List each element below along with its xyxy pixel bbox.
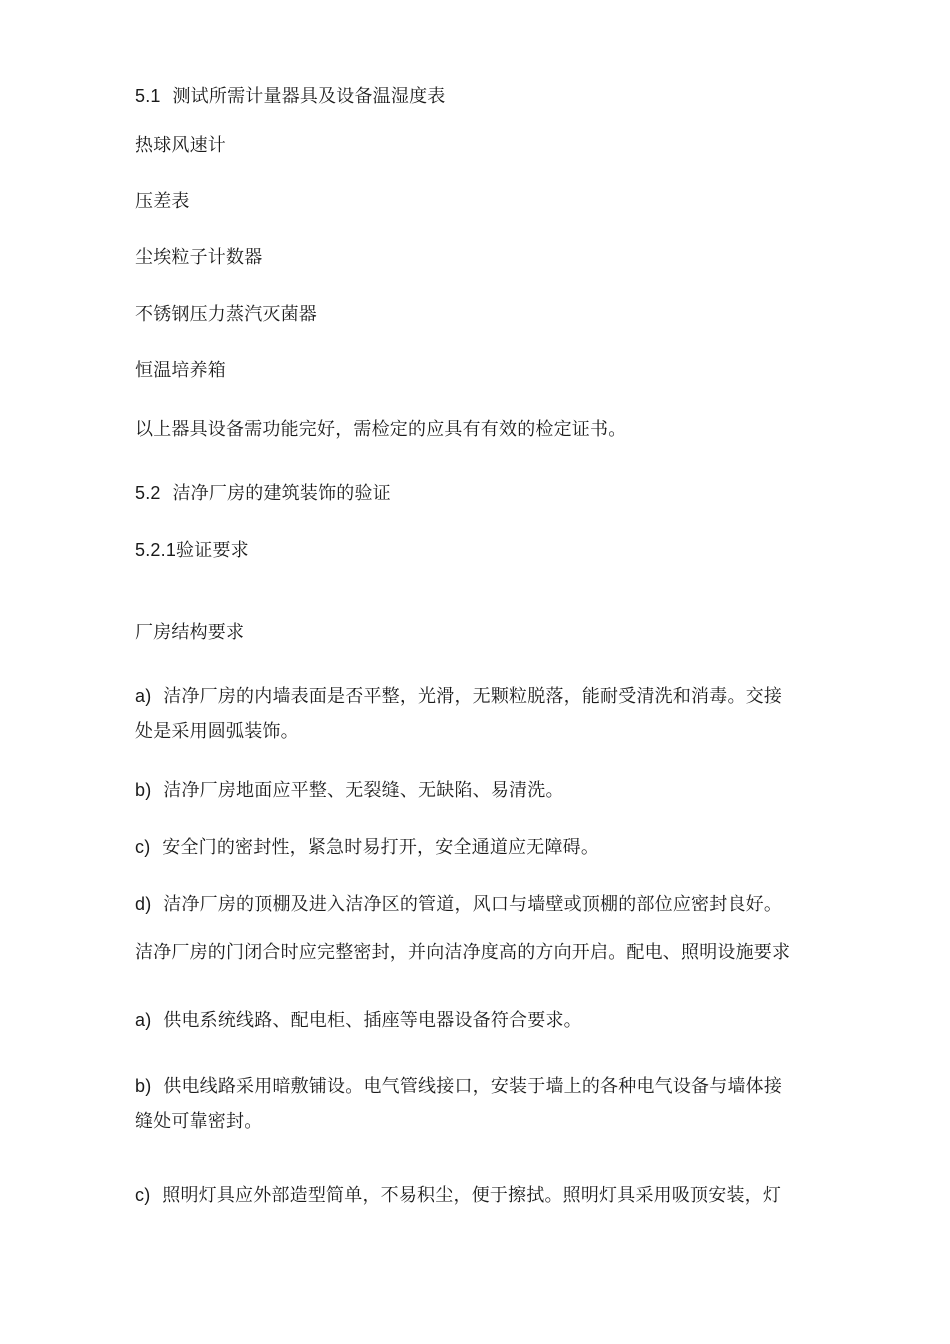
item-text: 照明灯具应外部造型简单，不易积尘，便于擦拭。照明灯具采用吸顶安装，灯 [162, 1185, 782, 1206]
item-text: 供电系统线路、配电柜、插座等电器设备符合要求。 [163, 1010, 582, 1031]
item-text: 安全门的密封性，紧急时易打开，安全通道应无障碍。 [162, 837, 600, 858]
item-label: b) [135, 1076, 152, 1096]
instrument-item: 恒温培养箱 [135, 360, 226, 381]
item-label: d) [135, 894, 152, 914]
item-text: 洁净厂房的内墙表面是否平整，光滑，无颗粒脱落，能耐受清洗和消毒。交接 [163, 686, 783, 707]
section-5-2-1-heading [135, 538, 249, 563]
section-number: 5.2 [135, 483, 161, 503]
power-item-c [135, 1183, 781, 1208]
section-5-1-heading [135, 84, 445, 109]
item-label: b) [135, 780, 152, 800]
item-label: a) [135, 686, 152, 706]
instrument-item: 热球风速计 [135, 135, 226, 156]
power-item-b-continued: 缝处可靠密封。 [135, 1111, 263, 1132]
door-and-power-line: 洁净厂房的门闭合时应完整密封，并向洁净度高的方向开启。配电、照明设施要求 [135, 942, 791, 963]
instrument-item: 尘埃粒子计数器 [135, 247, 263, 268]
power-item-a [135, 1008, 582, 1033]
item-label: a) [135, 1010, 152, 1030]
structure-item-a [135, 684, 782, 709]
instruments-note: 以上器具设备需功能完好，需检定的应具有有效的检定证书。 [135, 419, 627, 440]
power-item-b [135, 1074, 782, 1099]
section-5-2-heading [135, 481, 391, 506]
section-title: 验证要求 [176, 540, 249, 561]
instrument-item: 压差表 [135, 191, 190, 212]
section-title: 洁净厂房的建筑装饰的验证 [172, 483, 391, 504]
item-label: c) [135, 1185, 151, 1205]
item-text: 供电线路采用暗敷铺设。电气管线接口，安装于墙上的各种电气设备与墙体接 [163, 1076, 783, 1097]
structure-item-a-continued: 处是采用圆弧装饰。 [135, 721, 299, 742]
item-text: 洁净厂房的顶棚及进入洁净区的管道，风口与墙壁或顶棚的部位应密封良好。 [163, 894, 783, 915]
structure-item-b [135, 778, 564, 803]
structure-item-d [135, 892, 782, 917]
item-label: c) [135, 837, 151, 857]
section-number: 5.1 [135, 86, 161, 106]
section-number: 5.2.1 [135, 540, 177, 560]
section-title: 测试所需计量器具及设备温湿度表 [172, 86, 446, 107]
structure-heading: 厂房结构要求 [135, 622, 245, 643]
structure-item-c [135, 835, 599, 860]
item-text: 洁净厂房地面应平整、无裂缝、无缺陷、易清洗。 [163, 780, 564, 801]
instrument-item: 不锈钢压力蒸汽灭菌器 [135, 304, 317, 325]
